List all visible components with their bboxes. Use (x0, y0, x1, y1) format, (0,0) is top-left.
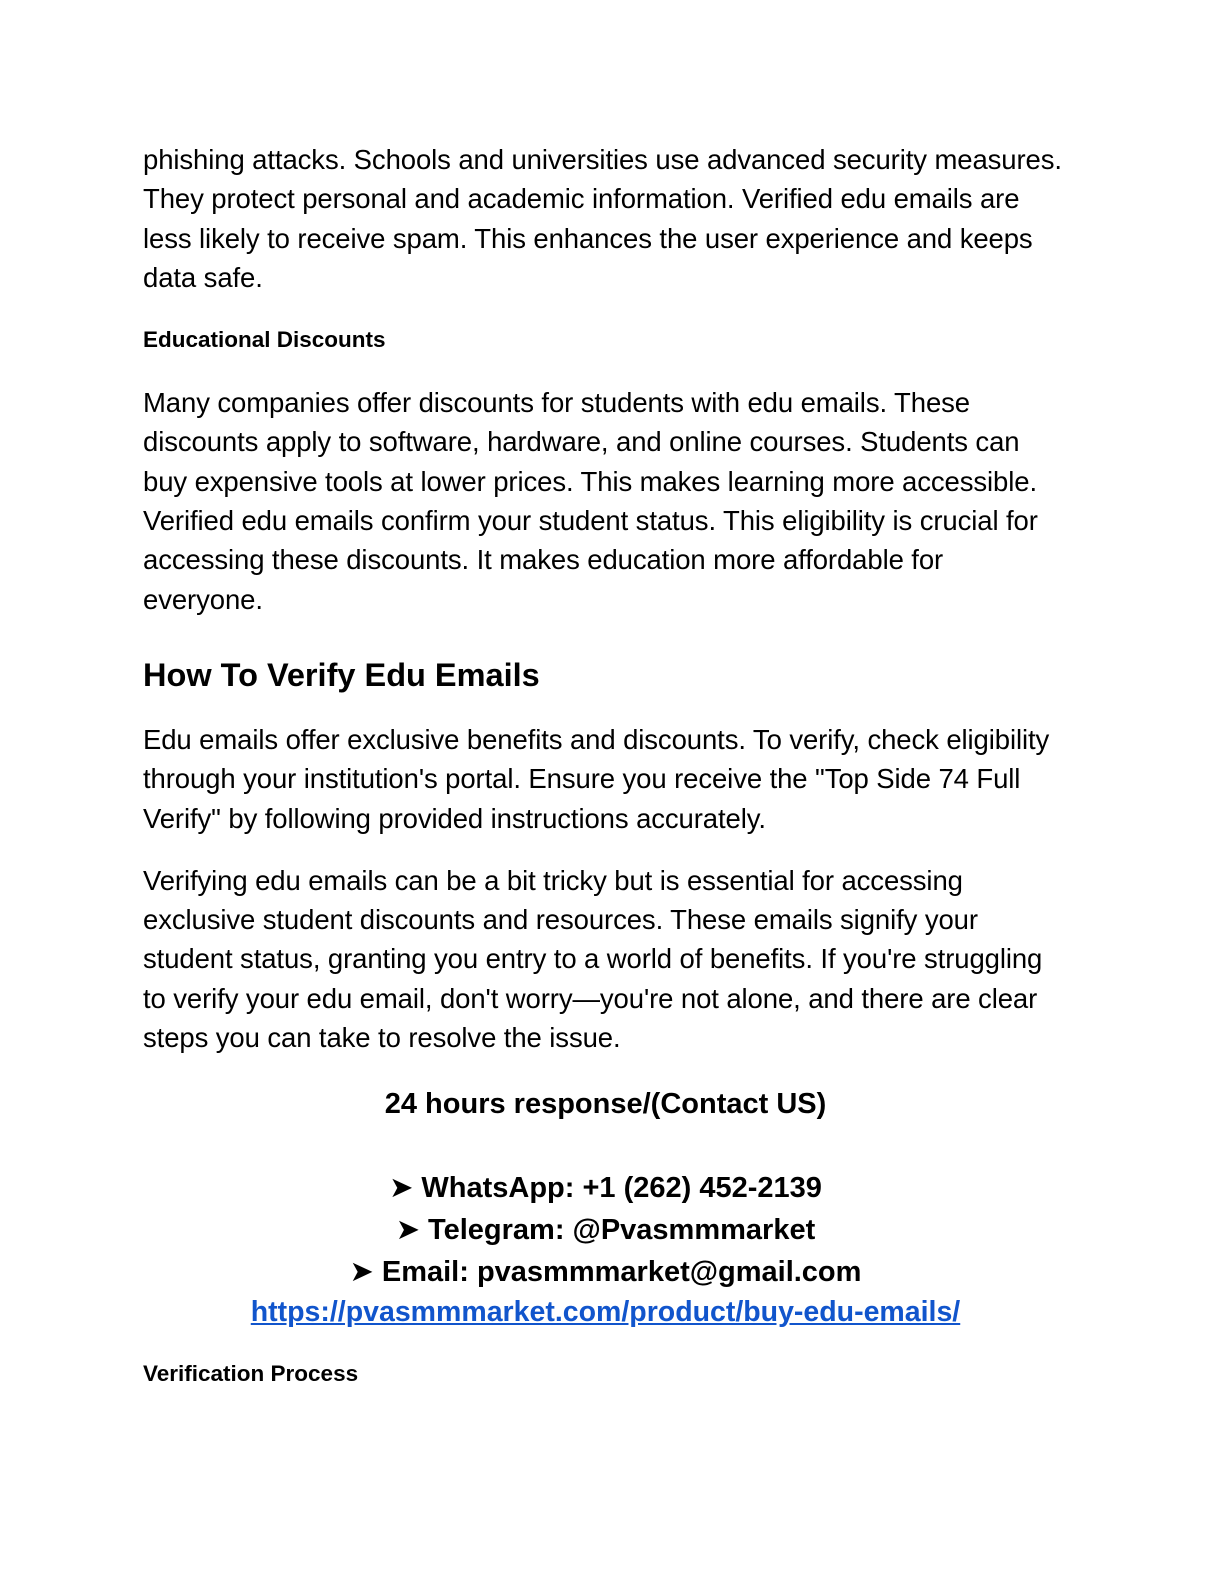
heading-educational-discounts: Educational Discounts (143, 327, 386, 353)
arrow-icon: ➤ (395, 1214, 421, 1247)
product-link[interactable]: https://pvasmmmarket.com/product/buy-edu-emails/ (250, 1296, 961, 1329)
contact-spacer (143, 1125, 1068, 1167)
telegram-line (143, 1209, 1068, 1251)
whatsapp-text: WhatsApp: +1 (262) 452-2139 (421, 1172, 822, 1205)
heading-verification-process: Verification Process (143, 1361, 359, 1387)
response-time-line: 24 hours response/(Contact US) (384, 1088, 827, 1121)
document-page (143, 140, 1068, 1389)
telegram-text: Telegram: @Pvasmmmarket (428, 1214, 816, 1247)
email-line (143, 1251, 1068, 1293)
whatsapp-line (143, 1167, 1068, 1209)
arrow-icon: ➤ (349, 1256, 374, 1289)
paragraph-phishing: phishing attacks. Schools and universities use advanced security measures. They protect personal and academic information. Verified edu emails are less likely to receive spam. This enhances the user experience and keeps data safe. (143, 144, 1062, 293)
email-text: Email: pvasmmmarket@gmail.com (381, 1256, 862, 1289)
paragraph-verify-2: Verifying edu emails can be a bit tricky but is essential for accessing exclusive student discounts and resources. These emails signify your student status, granting you entry to a world of benefits. If you're struggling to verify your edu email, don't worry—you're not alone, and there are clear steps you can take to resolve the issue. (143, 864, 1043, 1054)
url-line (143, 1293, 1068, 1331)
heading-how-to-verify: How To Verify Edu Emails (143, 656, 540, 693)
paragraph-discounts: Many companies offer discounts for students with edu emails. These discounts apply to software, hardware, and online courses. Students can buy expensive tools at lower prices. This makes learning more accessible. Verified edu emails confirm your student status. This eligibility is crucial for accessing these discounts. It makes education more affordable for everyone. (143, 387, 1038, 615)
arrow-icon: ➤ (389, 1172, 414, 1205)
contact-block (143, 1083, 1068, 1331)
paragraph-verify-1: Edu emails offer exclusive benefits and discounts. To verify, check eligibility through your institution's portal. Ensure you receive the "Top Side 74 Full Verify" by following provided instructions accurately. (143, 723, 1050, 834)
